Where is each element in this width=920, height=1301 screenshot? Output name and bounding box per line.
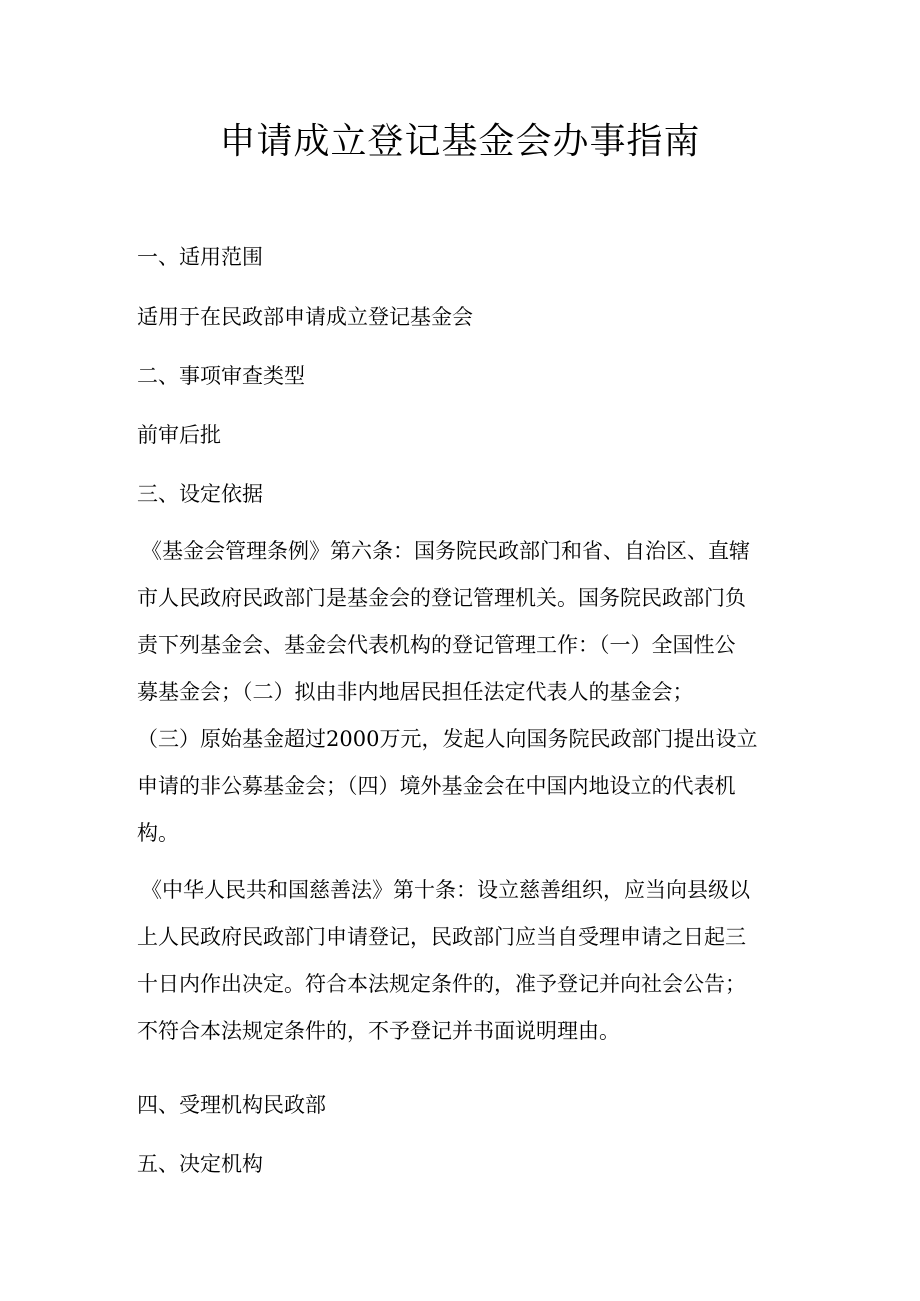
paragraph-line: 《基金会管理条例》第六条：国务院民政部门和省、自治区、直辖 <box>141 539 750 563</box>
paragraph-line: 《中华人民共和国慈善法》第十条：设立慈善组织，应当向县级以 <box>141 878 750 902</box>
section-5-heading: 五、决定机构 <box>137 1152 263 1176</box>
section-4-heading: 四、受理机构民政部 <box>137 1093 326 1117</box>
paragraph-line: 市人民政府民政部门是基金会的登记管理机关。国务院民政部门负 <box>137 586 746 610</box>
paragraph-line: 构。 <box>137 821 179 845</box>
section-1-text: 适用于在民政部申请成立登记基金会 <box>137 305 473 329</box>
section-2-heading: 二、事项审查类型 <box>137 364 305 388</box>
section-3-paragraph-1 <box>137 528 781 857</box>
paragraph-line: 申请的非公募基金会；（四）境外基金会在中国内地设立的代表机 <box>137 774 736 798</box>
paragraph-line: 十日内作出决定。符合本法规定条件的，准予登记并向社会公告； <box>137 972 746 996</box>
section-2-text: 前审后批 <box>137 423 221 447</box>
section-3-heading: 三、设定依据 <box>137 482 263 506</box>
paragraph-line: （三）原始基金超过2000万元，发起人向国务院民政部门提出设立 <box>137 727 758 751</box>
section-1-heading: 一、适用范围 <box>137 245 263 269</box>
section-3-paragraph-2 <box>137 867 781 1055</box>
paragraph-line: 上人民政府民政部门申请登记，民政部门应当自受理申请之日起三 <box>137 925 746 949</box>
paragraph-line: 募基金会；（二）拟由非内地居民担任法定代表人的基金会； <box>137 680 694 704</box>
paragraph-line: 责下列基金会、基金会代表机构的登记管理工作：（一）全国性公 <box>137 633 736 657</box>
document-title: 申请成立登记基金会办事指南 <box>219 121 701 162</box>
paragraph-line: 不符合本法规定条件的，不予登记并书面说明理由。 <box>137 1019 620 1043</box>
